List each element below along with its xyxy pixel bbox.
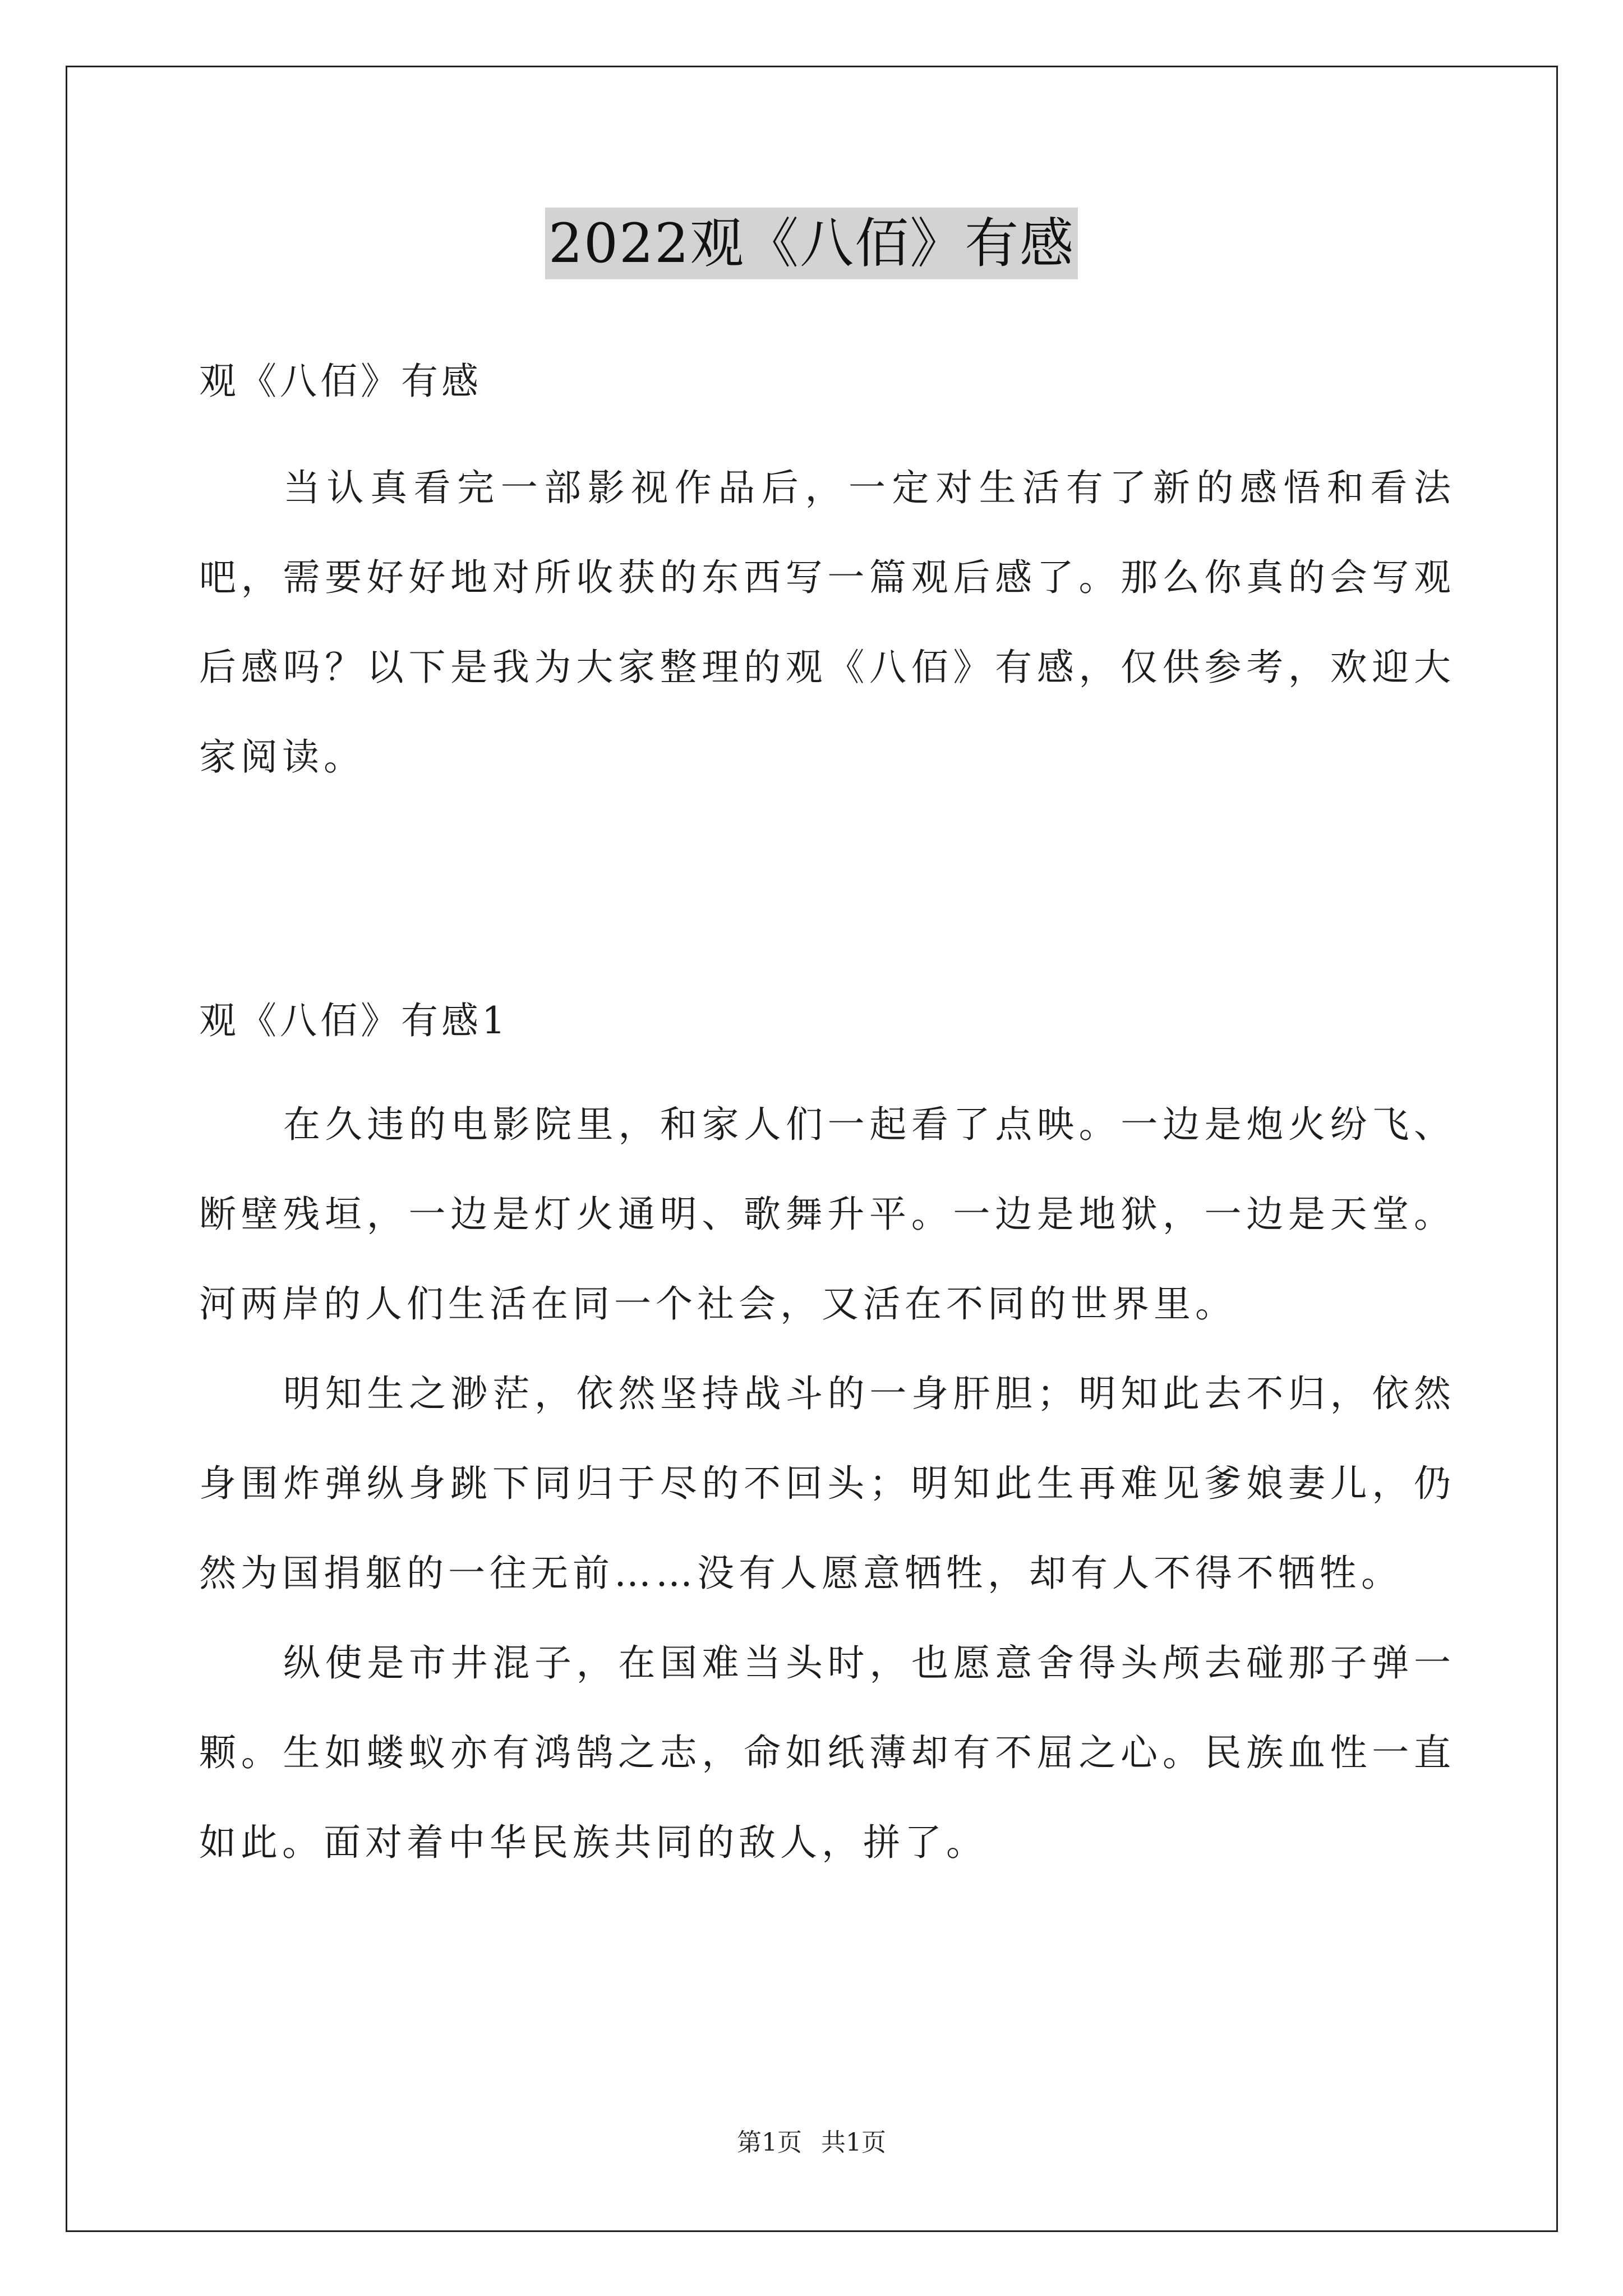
document-title: 2022观《八佰》有感 bbox=[545, 208, 1078, 279]
intro-block bbox=[199, 443, 1455, 802]
body-paragraph: 纵使是市井混子，在国难当头时，也愿意舍得头颅去碰那子弹一颗。生如蝼蚁亦有鸿鹄之志，命如纸薄却有不屈之心。民族血性一直如此。面对着中华民族共同的敌人，拼了。 bbox=[199, 1641, 1455, 1864]
body-block bbox=[199, 1080, 1455, 1888]
body-paragraph: 明知生之渺茫，依然坚持战斗的一身肝胆；明知此去不归，依然身围炸弹纵身跳下同归于尽的不回头；明知此生再难见爹娘妻儿，仍然为国捐躯的一往无前……没有人愿意牺牲，却有人不得不牺牲。 bbox=[199, 1372, 1455, 1595]
page-footer: 第1页 共1页 bbox=[737, 2128, 886, 2157]
section-heading: 观《八佰》有感1 bbox=[199, 999, 509, 1042]
intro-paragraph: 当认真看完一部影视作品后，一定对生活有了新的感悟和看法吧，需要好好地对所收获的东西写一篇观后感了。那么你真的会写观后感吗？以下是我为大家整理的观《八佰》有感，仅供参考，欢迎大家阅读。 bbox=[199, 466, 1455, 779]
title-container bbox=[0, 208, 1623, 279]
subtitle-heading: 观《八佰》有感 bbox=[199, 360, 482, 403]
body-paragraph: 在久违的电影院里，和家人们一起看了点映。一边是炮火纷飞、断壁残垣，一边是灯火通明、歌舞升平。一边是地狱，一边是天堂。河两岸的人们生活在同一个社会，又活在不同的世界里。 bbox=[199, 1103, 1455, 1326]
